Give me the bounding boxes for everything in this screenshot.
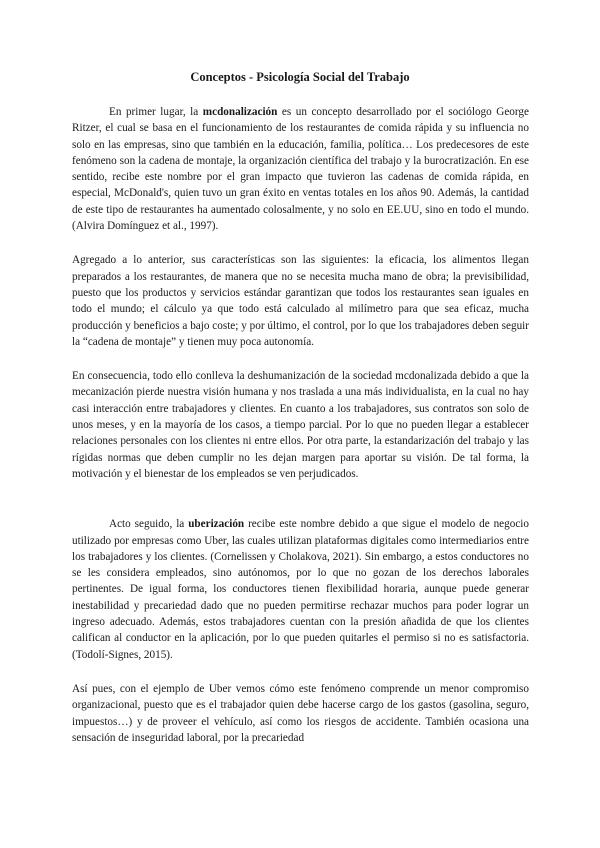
- paragraph-lead: Acto seguido, la: [109, 518, 189, 531]
- document-body: [72, 104, 529, 764]
- paragraph-uberizacion: [72, 516, 529, 663]
- paragraph-consecuencias: En consecuencia, todo ello conlleva la deshumanización de la sociedad mcdonalizada debido a que la mecanización pierde nuestra visión humana y nos traslada a una más individualista, en la cual no hay casi interacción entre trabajadores y clientes. En cuanto a los trabajadores, sus contratos son solo de unos meses, y en la mayoría de los casos, a tiempo parcial. Por lo que no pueden llegar a establecer relaciones personales con los clientes ni entre ellos. Por otra parte, la estandarización del trabajo y las rígidas normas que deben cumplir no les dejan margen para aportar su visión. De tal forma, la motivación y el bienestar de los empleados se ven perjudicados.: [72, 370, 529, 480]
- term-mcdonalizacion: mcdonalización: [202, 106, 278, 118]
- paragraph-caracteristicas: Agregado a lo anterior, sus características son las siguientes: la eficacia, los alimentos llegan preparados a los restaurantes, de manera que no se necesita mucha mano de obra; la previsibilidad, puesto que los productos y servicios estándar garantizan que todos los restaurantes sean iguales en todo el mundo; el cálculo ya que todo está calculado al milímetro para que sea eficaz, mucha producción y beneficios a bajo coste; y por último, el control, por lo que los trabajadores deben seguir la “cadena de montaje” y tienen muy poca autonomía.: [72, 254, 529, 348]
- paragraph-lead: En primer lugar, la: [109, 106, 203, 118]
- term-uberizacion: uberización: [188, 518, 245, 531]
- page-title: Conceptos - Psicología Social del Trabajo: [190, 70, 410, 84]
- paragraph-mcdonalizacion: [72, 104, 529, 234]
- paragraph-text: recibe este nombre debido a que sigue el modelo de negocio utilizado por empresas como Uber, las cuales utilizan plataformas digitales como intermediarios entre los trabajadores y los clientes. (Cornelissen y Cholakova, 2021). Sin embargo, a estos conductores no se les considera empleados, sino autónomos, por lo que no gozan de los derechos laborales pertinentes. De igual forma, los conductores tienen flexibilidad horaria, aunque puede generar inestabilidad y precariedad dado que no pueden permitirse rechazar muchos para poder lograr un ingreso adecuado. Además, estos trabajadores cuentan con la presión añadida de que los clientes califican al conductor en la aplicación, por lo que pueden quitarles el permiso si no es satisfactoria. (Todolí-Signes, 2015).: [72, 518, 529, 661]
- paragraph-text: es un concepto desarrollado por el sociólogo George Ritzer, el cual se basa en el funcionamiento de los restaurantes de comida rápida y su influencia no solo en las empresas, sino que también en la educación, familia, política… Los predecesores de este fenómeno son la cadena de montaje, la organización científica del trabajo y la burocratización. En ese sentido, recibe este nombre por el gran impacto que tuvieron las cadenas de comida rápida, en especial, McDonald's, quien tuvo un gran éxito en ventas totales en los años 90. Además, la cantidad de este tipo de restaurantes ha aumentado colosalmente, y no solo en EE.UU, sino en todo el mundo. (Alvira Domínguez et al., 1997).: [72, 106, 529, 233]
- paragraph-uber-ejemplo: Así pues, con el ejemplo de Uber vemos cómo este fenómeno comprende un menor compromiso organizacional, puesto que es el trabajador quien debe hacerse cargo de los gastos (gasolina, seguro, impuestos…) y de proveer el vehículo, así como los riesgos de accidente. También ocasiona una sensación de inseguridad laboral, por la precariedad: [72, 682, 529, 744]
